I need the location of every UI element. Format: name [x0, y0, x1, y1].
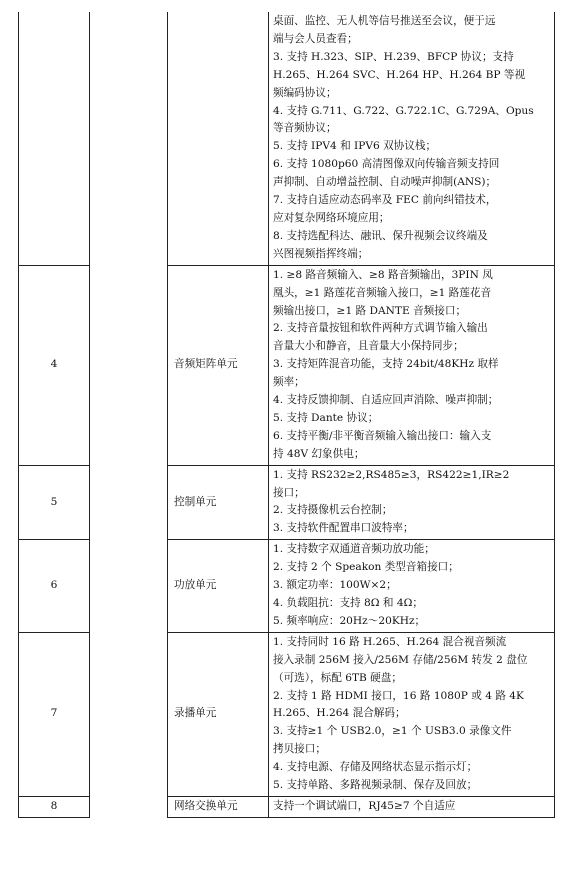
description-line: 3. 支持 H.323、SIP、H.239、BFCP 协议；支持 [273, 50, 514, 63]
description-line: 等音频协议； [273, 122, 337, 135]
description-line: 1. ≥8 路音频输入、≥8 路音频输出，3PIN 凤 [273, 268, 493, 281]
description-line: 7. 支持自适应动态码率及 FEC 前向纠错技术， [273, 194, 497, 207]
row-number-cell: 8 [19, 796, 90, 817]
description-line: 5. 支持 IPV4 和 IPV6 双协议栈； [273, 140, 437, 153]
description-line: 4. 支持电源、存储及网络状态显示指示灯； [273, 761, 478, 774]
description-cell [269, 12, 555, 265]
description-line: 8. 支持选配科达、融讯、保升视频会议终端及 [273, 229, 488, 242]
row-number-cell: 4 [19, 265, 90, 465]
description-line: 端与会人员查看； [273, 32, 358, 45]
table-row [19, 265, 555, 465]
description-line: 接入录制 256M 接入/256M 存储/256M 转发 2 盘位 [273, 653, 528, 666]
description-cell [269, 265, 555, 465]
table-row [19, 540, 555, 633]
unit-name-cell: 音频矩阵单元 [168, 265, 269, 465]
description-line: 5. 支持单路、多路视频录制、保存及回放； [273, 779, 478, 792]
blank-cell [90, 796, 168, 817]
blank-cell [90, 12, 168, 265]
description-line: 声抑制、自动增益控制、自动噪声抑制(ANS)； [273, 176, 497, 189]
description-line: 4. 支持反馈抑制、自适应回声消除、噪声抑制； [273, 394, 499, 407]
description-line: 支持一个调试端口，RJ45≥7 个自适应 [273, 799, 456, 812]
unit-name-cell [168, 12, 269, 265]
table-row [19, 796, 555, 817]
description-line: 4. 负载阻抗：支持 8Ω 和 4Ω； [273, 597, 423, 609]
description-line: 1. 支持数字双通道音频功放功能； [273, 543, 435, 556]
description-line: 凰头，≥1 路莲花音频输入接口，≥1 路莲花音 [273, 286, 492, 299]
description-line: 6. 支持平衡/非平衡音频输入输出接口：输入支 [273, 429, 492, 442]
table-row [19, 12, 555, 265]
spec-table-body [19, 12, 555, 817]
description-line: 桌面、监控、无人机等信号推送至会议，便于远 [273, 15, 496, 27]
blank-cell [90, 540, 168, 633]
description-line: 频输出接口，≥1 路 DANTE 音频接口； [273, 304, 467, 317]
description-cell [269, 540, 555, 633]
description-line: 1. 支持同时 16 路 H.265、H.264 混合视音频流 [273, 635, 507, 648]
row-number-cell [19, 12, 90, 265]
description-line: 3. 支持矩阵混音功能，支持 24bit/48KHz 取样 [273, 358, 499, 371]
description-line: 5. 支持 Dante 协议； [273, 411, 379, 424]
blank-cell [90, 632, 168, 796]
description-line: 兴图视频指挥终端； [273, 247, 369, 260]
row-number-cell: 7 [19, 632, 90, 796]
description-line: 频率； [273, 376, 305, 389]
unit-name-cell: 网络交换单元 [168, 796, 269, 817]
unit-name-cell: 功放单元 [168, 540, 269, 633]
description-line: 1. 支持 RS232≥2,RS485≥3，RS422≥1,IR≥2 [273, 468, 510, 481]
description-line: 5. 频率响应：20Hz～20KHz； [273, 614, 426, 627]
description-line: （可选），标配 6TB 硬盘； [273, 671, 402, 684]
table-row [19, 632, 555, 796]
table-row [19, 465, 555, 540]
description-line: 3. 额定功率：100W×2； [273, 579, 397, 592]
description-line: 频编码协议； [273, 86, 337, 99]
spec-table [18, 12, 555, 818]
description-line: 应对复杂网络环境应用； [273, 211, 390, 224]
description-cell [269, 632, 555, 796]
description-line: 2. 支持音量按钮和软件两种方式调节输入输出 [273, 322, 488, 335]
description-line: H.265、H.264 SVC、H.264 HP、H.264 BP 等视 [273, 68, 526, 81]
description-line: 接口； [273, 486, 305, 499]
description-line: 4. 支持 G.711、G.722、G.722.1C、G.729A、Opus [273, 104, 534, 117]
description-line: 音量大小和静音，且音量大小保持同步； [273, 340, 464, 353]
description-line: 拷贝接口； [273, 743, 326, 756]
description-line: 6. 支持 1080p60 高清图像双向传输音频支持回 [273, 158, 500, 171]
description-line: 3. 支持≥1 个 USB2.0，≥1 个 USB3.0 录像文件 [273, 725, 512, 738]
description-line: 2. 支持摄像机云台控制； [273, 504, 393, 517]
unit-name-cell: 控制单元 [168, 465, 269, 540]
unit-name-cell: 录播单元 [168, 632, 269, 796]
description-line: 2. 支持 2 个 Speakon 类型音箱接口； [273, 561, 459, 574]
row-number-cell: 5 [19, 465, 90, 540]
description-line: 2. 支持 1 路 HDMI 接口，16 路 1080P 或 4 路 4K [273, 689, 524, 702]
blank-cell [90, 265, 168, 465]
description-cell [269, 796, 555, 817]
description-cell [269, 465, 555, 540]
description-line: H.265、H.264 混合解码； [273, 707, 406, 720]
description-line: 持 48V 幻象供电； [273, 447, 365, 460]
blank-cell [90, 465, 168, 540]
description-line: 3. 支持软件配置串口波特率； [273, 522, 414, 535]
row-number-cell: 6 [19, 540, 90, 633]
